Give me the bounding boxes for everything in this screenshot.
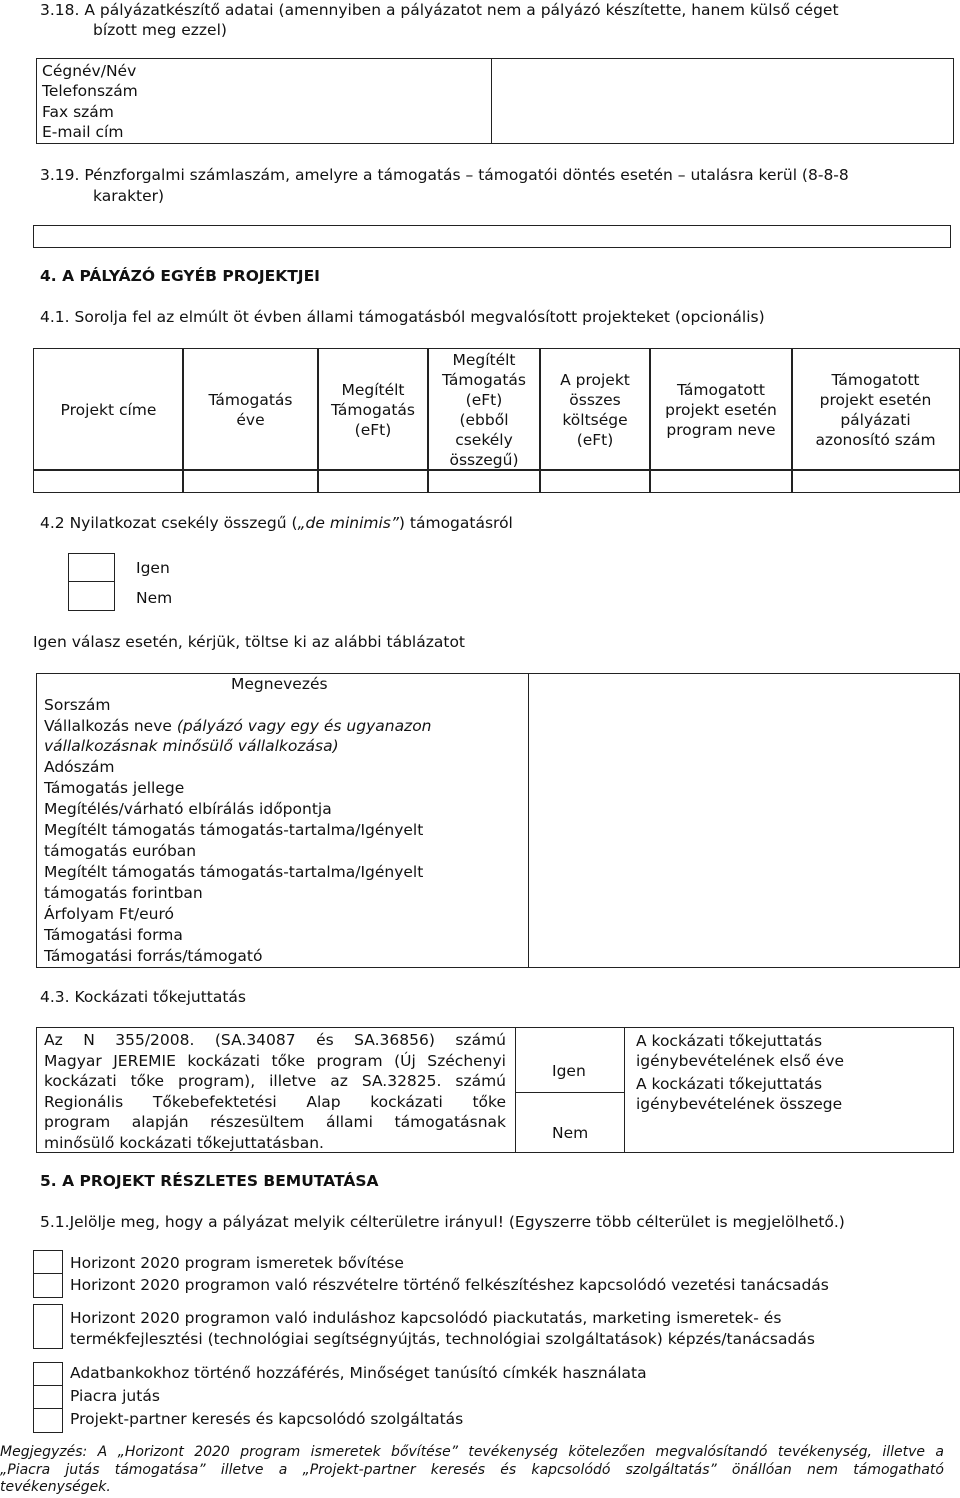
section-41-title: 4.1. Sorolja fel az elmúlt öt évben állami támogatásból megvalósított projekteket (opcionális) (40, 308, 765, 326)
option-checkbox-partner-search[interactable] (33, 1408, 63, 1433)
option-label-horizon-knowledge: Horizont 2020 program ismeretek bővítése (70, 1254, 404, 1272)
projects-col-deminimis: Megítélt Támogatás (eFt) (ebből csekély összegű) (427, 348, 541, 471)
section-51-title: 5.1.Jelölje meg, hogy a pályázat melyik célterületre irányul! (Egyszerre több célterület is megjelölhető.) (40, 1213, 845, 1231)
preparer-phone-label: Telefonszám (42, 82, 138, 100)
option-checkbox-market-research[interactable] (33, 1304, 63, 1349)
section-319-title-line1: 3.19. Pénzforgalmi számlaszám, amelyre a támogatás – támogatói döntés esetén – utalásra kerül (8-8-8 (40, 166, 849, 184)
option-label-market-research: Horizont 2020 programon való induláshoz kapcsolódó piackutatás, marketing ismeretek- és (70, 1309, 782, 1327)
section-42-title: 4.2 Nyilatkozat csekély összegű („de minimis”) támogatásról (40, 514, 513, 532)
option-label-management-consulting: Horizont 2020 programon való részvételre történő felkészítéshez kapcsolódó vezetési tanácsadás (70, 1276, 829, 1294)
option-checkbox-market-access[interactable] (33, 1385, 63, 1410)
deminimis-row-company-cont: vállalkozásnak minősülő vállalkozása) (44, 737, 339, 755)
bank-account-input[interactable] (33, 225, 951, 248)
deminimis-row-serial: Sorszám (44, 696, 111, 714)
vc-first-year-label-a: A kockázati tőkejuttatás (636, 1032, 823, 1050)
deminimis-row-decision-date: Megítélés/várható elbírálás időpontja (44, 800, 332, 818)
projects-row-cell[interactable] (182, 469, 319, 493)
projects-col-title: Projekt címe (33, 348, 184, 471)
projects-row-cell[interactable] (791, 469, 960, 493)
deminimis-row-aid-source: Támogatási forrás/támogató (44, 947, 263, 965)
section-318-title-line1: 3.18. A pályázatkészítő adatai (amennyiben a pályázatot nem a pályázó készítette, hanem külső céget (40, 1, 839, 19)
deminimis-row-exchange-rate: Árfolyam Ft/euró (44, 905, 175, 923)
projects-row-cell[interactable] (317, 469, 429, 493)
projects-col-year: Támogatás éve (182, 348, 319, 471)
deminimis-values-input[interactable] (530, 675, 958, 966)
projects-row-cell[interactable] (649, 469, 793, 493)
projects-row-cell[interactable] (33, 469, 184, 493)
deminimis-no-checkbox[interactable] (68, 581, 115, 611)
projects-col-total-cost: A projekt összes költsége (eFt) (539, 348, 651, 471)
preparer-table-divider (491, 58, 492, 144)
vc-statement: Az N 355/2008. (SA.34087 és SA.36856) számú Magyar JEREMIE kockázati tőke program (Új Széchenyi kockázati tőke program), illetve az SA.32825. számú Regionális Tőkebefektetési Alap kockázati tőke program alapján részesültem állami támogatásnak minősülő kockázati tőkejuttatásban. (44, 1031, 506, 1152)
deminimis-yes-checkbox[interactable] (68, 553, 115, 583)
deminimis-row-company: Vállalkozás neve (pályázó vagy egy és ugyanazon (44, 717, 432, 735)
preparer-data-input[interactable] (493, 60, 951, 142)
deminimis-row-taxnumber: Adószám (44, 758, 115, 776)
vc-yes-no-divider (515, 1092, 624, 1093)
vc-amount-label-b: igénybevételének összege (636, 1095, 843, 1113)
option-label-partner-search: Projekt-partner keresés és kapcsolódó szolgáltatás (70, 1410, 464, 1428)
deminimis-row-aid-huf-cont: támogatás forintban (44, 884, 203, 902)
option-label-market-access: Piacra jutás (70, 1387, 160, 1405)
preparer-name-label: Cégnév/Név (42, 62, 137, 80)
projects-col-program-name: Támogatott projekt esetén program neve (649, 348, 793, 471)
deminimis-instruction: Igen válasz esetén, kérjük, töltse ki az alábbi táblázatot (33, 633, 466, 651)
projects-row-cell[interactable] (427, 469, 541, 493)
section-5-heading: 5. A PROJEKT RÉSZLETES BEMUTATÁSA (40, 1172, 379, 1190)
vc-no-label[interactable]: Nem (552, 1124, 589, 1142)
deminimis-no-label: Nem (136, 589, 173, 607)
vc-divider-2 (624, 1027, 625, 1153)
option-checkbox-horizon-knowledge[interactable] (33, 1250, 63, 1275)
vc-amount-label-a: A kockázati tőkejuttatás (636, 1075, 823, 1093)
option-label-databank-access: Adatbankokhoz történő hozzáférés, Minőséget tanúsító címkék használata (70, 1364, 647, 1382)
footnote: Megjegyzés: A „Horizont 2020 program ismeretek bővítése” tevékenység kötelezően megvalósítandó tevékenység, illetve a „Piacra jutás támogatása” illetve a „Projekt-partner keresés és kapcsolódó szolgáltatás” önállóan nem támogatható tevékenységek. (0, 1444, 944, 1495)
vc-divider-1 (515, 1027, 516, 1153)
option-checkbox-management-consulting[interactable] (33, 1273, 63, 1298)
deminimis-table-divider (528, 673, 529, 968)
projects-col-granted: Megítélt Támogatás (eFt) (317, 348, 429, 471)
section-319-title-line2: karakter) (93, 187, 165, 205)
vc-yes-label[interactable]: Igen (552, 1062, 586, 1080)
preparer-fax-label: Fax szám (42, 103, 114, 121)
projects-row-cell[interactable] (539, 469, 651, 493)
vc-first-year-label-b: igénybevételének első éve (636, 1052, 845, 1070)
deminimis-row-aid-form: Támogatási forma (44, 926, 183, 944)
projects-col-application-id: Támogatott projekt esetén pályázati azonosító szám (791, 348, 960, 471)
option-label-market-research-cont: termékfejlesztési (technológiai segítségnyújtás, technológiai szolgáltatások) képzés/tanácsadás (70, 1330, 815, 1348)
deminimis-yes-label: Igen (136, 559, 170, 577)
deminimis-row-aid-eur: Megítélt támogatás támogatás-tartalma/Igényelt (44, 821, 424, 839)
deminimis-table-header: Megnevezés (231, 675, 328, 693)
section-43-title: 4.3. Kockázati tőkejuttatás (40, 988, 247, 1006)
section-318-title-line2: bízott meg ezzel) (93, 21, 227, 39)
deminimis-row-aid-type: Támogatás jellege (44, 779, 185, 797)
preparer-email-label: E-mail cím (42, 123, 124, 141)
deminimis-row-aid-eur-cont: támogatás euróban (44, 842, 197, 860)
section-4-heading: 4. A PÁLYÁZÓ EGYÉB PROJEKTJEI (40, 267, 320, 285)
deminimis-row-aid-huf: Megítélt támogatás támogatás-tartalma/Igényelt (44, 863, 424, 881)
option-checkbox-databank-access[interactable] (33, 1362, 63, 1387)
